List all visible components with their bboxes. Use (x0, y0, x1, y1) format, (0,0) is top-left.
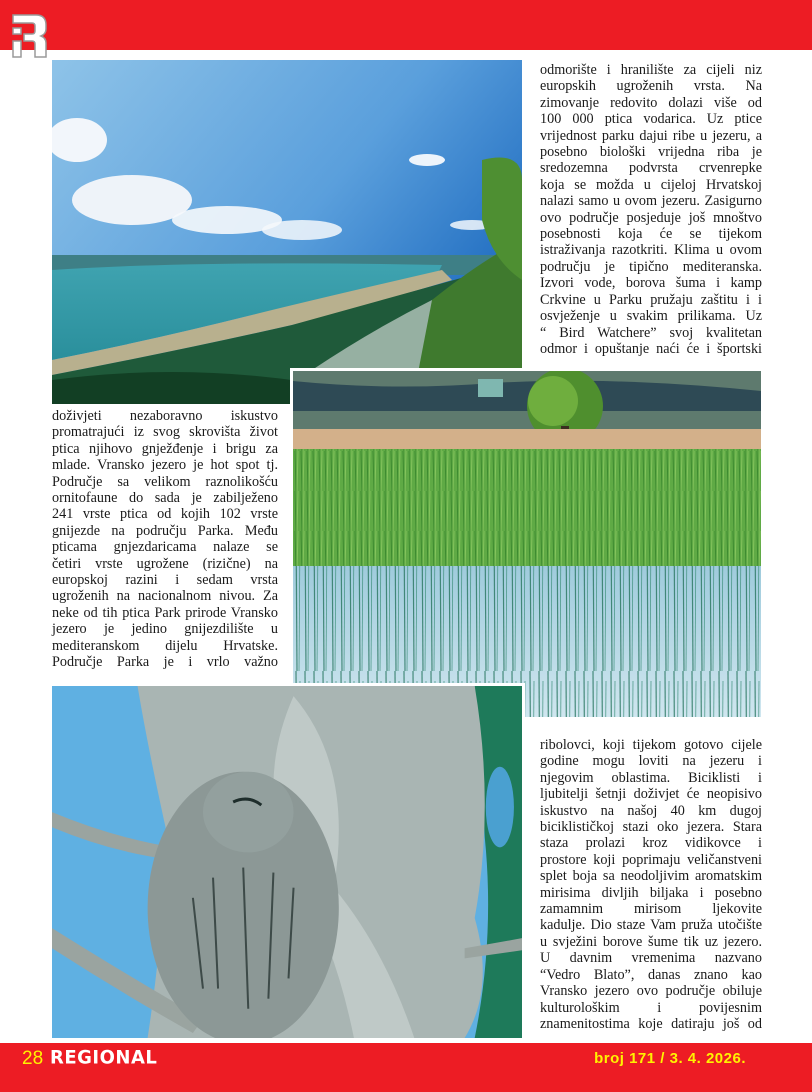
article-line: staza prolazi kroz vidikovce i (540, 835, 762, 852)
article-column-top-right (540, 62, 762, 357)
article-line: “ Bird Watchere” svoj kvalitetan (540, 324, 762, 341)
owl-on-tree-photo (52, 683, 525, 1038)
lake-panorama-photo (52, 60, 522, 404)
owl-on-tree-icon (52, 686, 522, 1038)
lake-panorama-icon (52, 60, 522, 404)
article-line: ovo područje posjeduje još mnoštvo (540, 209, 762, 226)
article-column-middle-left (52, 408, 278, 671)
article-line: “Vedro Blato”, danas znano kao (540, 966, 762, 983)
article-line: kadulje. Dio staze Vam pruža utočište (540, 917, 762, 934)
article-line: znamenitostima koje datiraju još od (540, 1015, 762, 1032)
article-line: mirisima divljih biljaka i posebno (540, 884, 762, 901)
article-line: posebnosti koja će se tijekom (540, 226, 762, 243)
regional-logo-r-icon (10, 12, 50, 60)
article-line: vrijednost parku dajui ribe u jezeru, a (540, 127, 762, 144)
article-line: osvježenje u svakim prilikama. Uz (540, 308, 762, 325)
article-line: europskoj razini i sedam vrsta (52, 572, 278, 589)
article-line: zamamnim mirisom ljekovite (540, 901, 762, 918)
article-line: promatrajući iz svog skrovišta život (52, 424, 278, 441)
article-line: odmor i opuštanje naći će i športski (540, 340, 762, 357)
article-line: koja se možda u cijeloj Hrvatskoj (540, 176, 762, 193)
page-number: 28 (22, 1048, 44, 1069)
article-line: njegovim oblastima. Biciklisti i (540, 769, 762, 786)
header-bar (0, 0, 812, 50)
article-line: četiri vrste ugrožene (rizične) na (52, 555, 278, 572)
article-line: području je tipično mediteranska. (540, 258, 762, 275)
article-line: ribolovci, koji tijekom gotovo cijele (540, 737, 762, 753)
article-line: nalazi samo u ovom jezeru. Zasigurno (540, 193, 762, 210)
article-line: Izvori vode, borova šuma i kamp (540, 275, 762, 292)
article-line: u svježini borove šume tik uz jezero. (540, 933, 762, 950)
article-line: neke od tih ptica Park prirode Vransko (52, 604, 278, 621)
article-column-bottom-right (540, 737, 762, 1032)
article-line: jezero je jedino gnijezdilište u (52, 621, 278, 638)
article-line: 100 000 ptica vodarica. Uz ptice (540, 111, 762, 128)
article-line: ljubitelji šetnji doživjet će neopisivo (540, 786, 762, 803)
article-line: biciklističkoj stazi oko jezera. Stara (540, 819, 762, 836)
article-line: posebno biološki vrijedna riba je (540, 144, 762, 161)
article-line: ugroženih na nacionalnom nivou. Za (52, 588, 278, 605)
issue-info: broj 171 / 3. 4. 2026. (594, 1050, 746, 1067)
brand-logo: REGIONAL (50, 1046, 158, 1069)
article-line: pticama gnjezdaricama nalaze se (52, 539, 278, 556)
article-line: doživjeti nezaboravno iskustvo (52, 408, 278, 424)
article-line: kulturološkim i povijesnim (540, 999, 762, 1016)
article-line: europskih ugroženih vrsta. Na (540, 78, 762, 95)
article-line: ptica njihovo gnježđenje i brigu za (52, 440, 278, 457)
article-line: godine mogu loviti na jezeru i (540, 753, 762, 770)
article-line: Područje Parka je i vrlo važno (52, 654, 278, 671)
article-line: gnijezde na području Parka. Među (52, 522, 278, 539)
reeds-wetland-icon (293, 371, 761, 717)
article-line: mlade. Vransko jezero je hot spot tj. (52, 457, 278, 474)
article-line: istraživanja razotkriti. Klima u ovom (540, 242, 762, 259)
article-line: sredozemna podvrsta crvenrepke (540, 160, 762, 177)
article-line: mediteranskom dijelu Hrvatske. (52, 637, 278, 654)
article-line: prostore koji poprimaju veličanstveni (540, 851, 762, 868)
article-line: splet boja sa neodoljivim aromatskim (540, 868, 762, 885)
article-line: U davnim vremenima nazvano (540, 950, 762, 967)
article-line: ornitofaune do sada je zabilježeno (52, 490, 278, 507)
article-line: Vransko jezero ovo područje obiluje (540, 983, 762, 1000)
article-line: Crkvine u Parku pružaju zaštitu i i (540, 291, 762, 308)
reeds-wetland-photo (290, 368, 764, 720)
article-line: iskustvo na našoj 40 km dugoj (540, 802, 762, 819)
article-line: 241 vrste ptica od kojih 102 vrste (52, 506, 278, 523)
article-line: zimovanje redovito dolazi više od (540, 94, 762, 111)
article-line: odmorište i hranilište za cijeli niz (540, 62, 762, 78)
article-line: Područje sa velikom raznolikošću (52, 473, 278, 490)
